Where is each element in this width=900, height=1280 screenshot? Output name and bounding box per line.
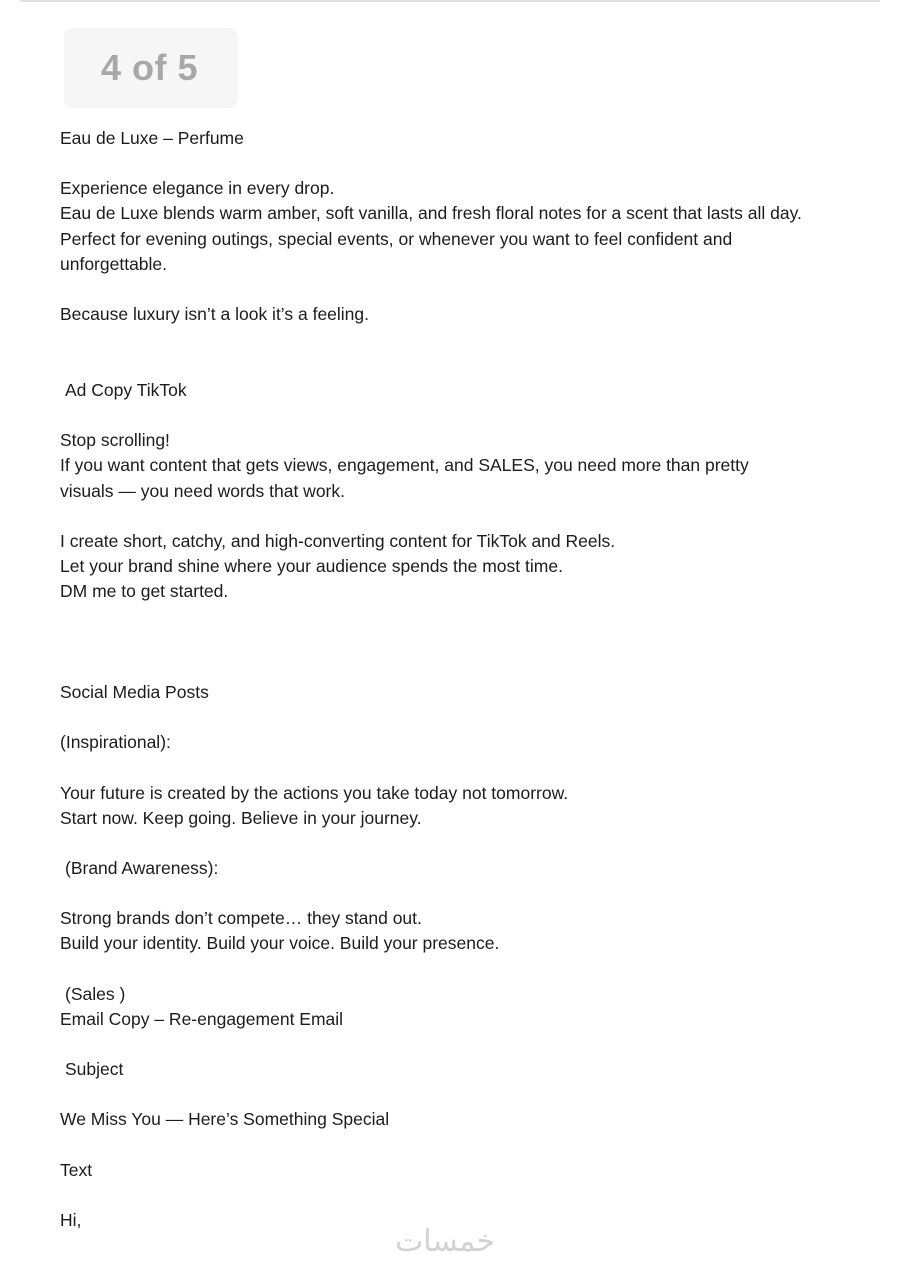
perfume-title: Eau de Luxe – Perfume xyxy=(60,128,244,148)
tiktok-line-1: Stop scrolling! xyxy=(60,430,170,450)
email-subject-value: We Miss You — Here’s Something Special xyxy=(60,1109,390,1129)
social-brand-line-1: Strong brands don’t compete… they stand out. xyxy=(60,908,422,928)
top-divider xyxy=(20,0,880,2)
social-brand-label: (Brand Awareness): xyxy=(65,858,219,878)
email-text-label: Text xyxy=(60,1160,93,1180)
tiktok-line-6: DM me to get started. xyxy=(60,581,229,601)
social-title: Social Media Posts xyxy=(60,682,209,702)
watermark-logo: خمسات xyxy=(395,1224,496,1259)
email-title: Email Copy – Re-engagement Email xyxy=(60,1009,344,1029)
email-greeting: Hi, xyxy=(60,1210,82,1230)
perfume-line-3: Perfect for evening outings, special events, or whenever you want to feel confident and xyxy=(60,229,733,249)
tiktok-line-2: If you want content that gets views, engagement, and SALES, you need more than pretty xyxy=(60,455,749,475)
perfume-line-5: Because luxury isn’t a look it’s a feeling. xyxy=(60,304,370,324)
tiktok-line-4: I create short, catchy, and high-converting content for TikTok and Reels. xyxy=(60,531,616,551)
perfume-line-1: Experience elegance in every drop. xyxy=(60,178,335,198)
page-indicator: 4 of 5 xyxy=(101,47,199,88)
tiktok-line-5: Let your brand shine where your audience spends the most time. xyxy=(60,556,563,576)
social-inspirational-line-1: Your future is created by the actions you take today not tomorrow. xyxy=(60,783,569,803)
social-inspirational-line-2: Start now. Keep going. Believe in your journey. xyxy=(60,808,422,828)
perfume-line-4: unforgettable. xyxy=(60,254,168,274)
perfume-line-2: Eau de Luxe blends warm amber, soft vanilla, and fresh floral notes for a scent that lasts all day. xyxy=(60,203,802,223)
tiktok-line-3: visuals — you need words that work. xyxy=(60,481,345,501)
social-inspirational-label: (Inspirational): xyxy=(60,732,171,752)
social-sales-label: (Sales ) xyxy=(65,984,126,1004)
social-brand-line-2: Build your identity. Build your voice. Build your presence. xyxy=(60,933,500,953)
tiktok-title: Ad Copy TikTok xyxy=(65,380,187,400)
email-subject-label: Subject xyxy=(65,1059,124,1079)
